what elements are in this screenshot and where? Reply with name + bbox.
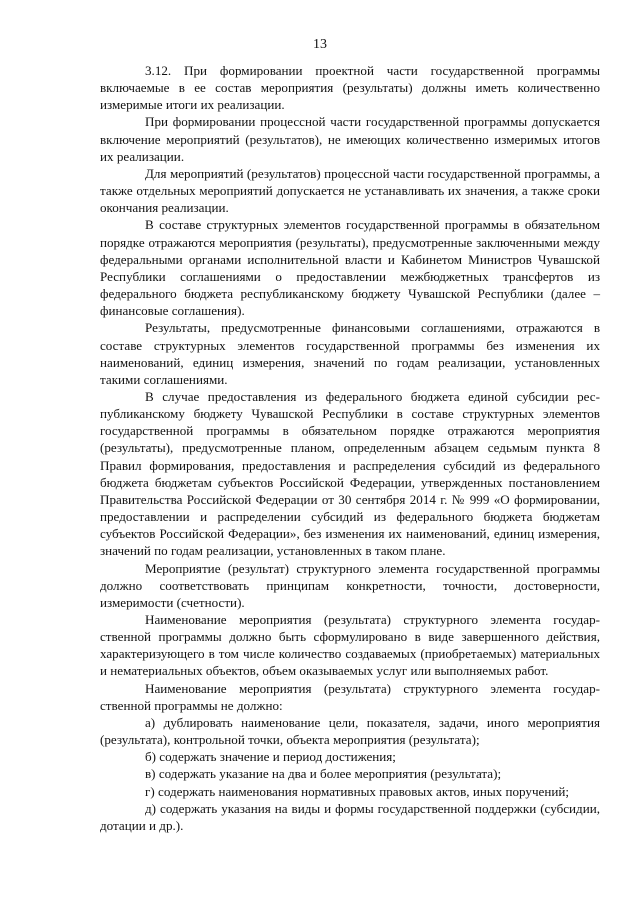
- paragraph: При формировании процессной части государственной программы допускается включение мероприятий (результатов), не имеющих количественно измеримых итогов их реализации.: [100, 114, 600, 164]
- paragraph: Для мероприятий (результатов) процессной части государственной программы, а также отдельных мероприятий допускается не устанавливать их значения, а также сроки окончания реализации.: [100, 165, 600, 216]
- paragraph: Наименование мероприятия (результата) структурного элемента государственной программы должно быть сформулировано в виде завершенного действия, характеризующего в том числе количество создаваемых (приобретаемых) материальных и нематериальных объектов, объем оказываемых услуг или выполняемых работ.: [100, 612, 600, 679]
- page-number: 13: [313, 37, 327, 52]
- document-body: [100, 62, 600, 834]
- paragraph: В случае предоставления из федерального бюджета единой субсидии республиканскому бюджету Чувашской Республики в составе структурных элементов государственной программы в обязательном порядке отражаются мероприятия (результаты), предусмотренные планом, определенным абзацем седьмым пункта 8 Правил формирования, предоставления и распределения субсидий из федерального бюджета бюджетам субъектов Российской Федерации, утвержденных постановлением Правительства Российской Федерации от 30 сентября 2014 г. № 999 «О формировании, предоставлении и распределении субсидий из федерального бюджета бюджетам субъектов Российской Федерации», без изменения их наименований, единиц измерения, значений по годам реализации, установленных в таком плане.: [100, 388, 600, 559]
- list-item: в) содержать указание на два и более мероприятия (результата);: [145, 766, 502, 782]
- list-item: б) содержать значение и период достижения;: [145, 749, 396, 765]
- paragraph: Мероприятие (результат) структурного элемента государственной программы должно соответствовать принципам конкретности, точности, достоверности, измеримости (счетности).: [100, 560, 600, 610]
- list-item: д) содержать указания на виды и формы государственной поддержки (субсидии, дотации и др.).: [100, 800, 600, 833]
- paragraph: 3.12. При формировании проектной части государственной программы включаемые в ее состав мероприятия (результаты) должны иметь количественно измеримые итоги их реализации.: [100, 63, 600, 113]
- paragraph: Результаты, предусмотренные финансовыми соглашениями, отражаются в составе структурных элементов государственной программы без изменения их наименований, единиц измерения, значений по годам реализации, установленных такими соглашениями.: [100, 320, 600, 387]
- paragraph: Наименование мероприятия (результата) структурного элемента государственной программы не должно:: [100, 680, 600, 713]
- paragraph: В составе структурных элементов государственной программы в обязательном порядке отражаются мероприятия (результаты), предусмотренные заключенными между федеральными органами исполнительной власти и Кабинетом Министров Чувашской Республики соглашениями о предоставлении межбюджетных трансфертов из федерального бюджета республиканскому бюджету Чувашской Республики (далее – финансовые соглашения).: [100, 217, 600, 319]
- list-item: г) содержать наименования нормативных правовых актов, иных поручений;: [145, 783, 570, 799]
- list-item: а) дублировать наименование цели, показателя, задачи, иного мероприятия (результата), контрольной точки, объекта мероприятия (результата);: [100, 714, 600, 748]
